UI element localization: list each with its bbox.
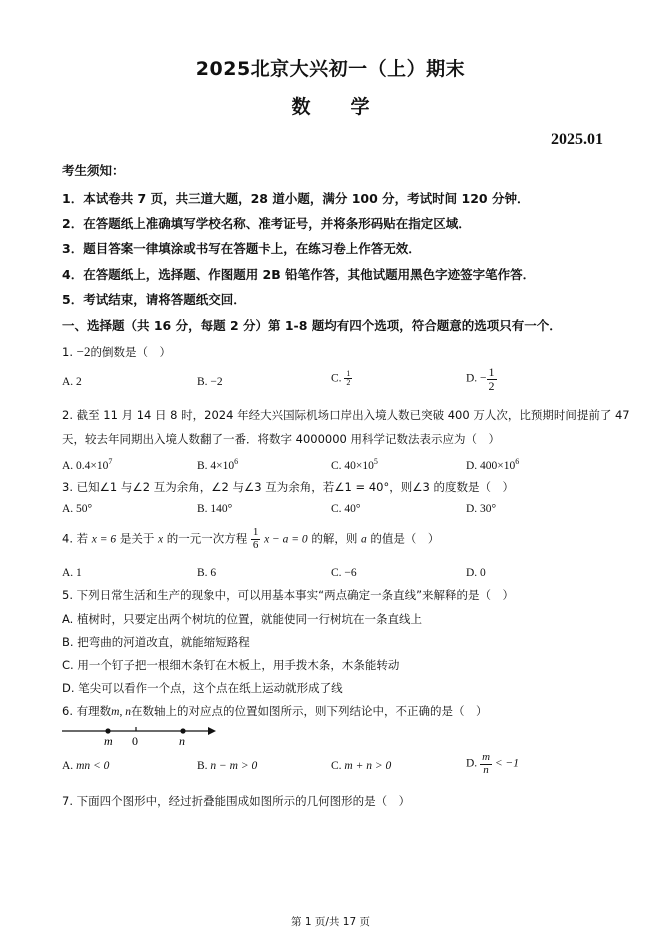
option-d: D. − $\frac{1}{2}$ [466,365,495,393]
page-footer: 第 1 页/共 17 页 [291,916,370,928]
question-text: 的倒数是（ ） [90,345,171,359]
option-c: C. $\frac{1}{2}$ [331,369,351,388]
option-c: C. $40\times 10^5$ [331,457,378,472]
axis-label-zero: 0 [132,734,138,748]
question-number: 1. [62,345,73,359]
question-4: 4. 若 x = 6 是关于 x 的一元一次方程 $\frac{1}{6}$ x − a = 0 的解，则 a 的值是（ ） [62,526,440,551]
arrow-right-icon [208,727,216,735]
option-c: C. −6 [331,567,357,579]
option-d: D. 笔尖可以看作一个点，这个点在纸上运动就形成了线 [62,681,343,695]
option-d: D. 30° [466,503,497,515]
question-1 [62,344,171,360]
exam-date: 2025.01 [551,131,603,148]
point-n [180,728,185,733]
option-d: D. 0 [466,567,486,579]
question-7: 7. 下面四个图形中，经过折叠能围成如图所示的几何图形的是（ ） [62,794,411,808]
option-d: D. $\frac{m}{n}$ < −1 [466,751,520,776]
notice-item: 3．题目答案一律填涂或书写在答题卡上，在练习卷上作答无效． [62,241,421,256]
notice-item: 1．本试卷共 7 页，共三道大题，28 道小题，满分 100 分，考试时间 120 分钟． [62,191,530,206]
option-a: A. 50° [62,503,93,515]
number-line [60,722,220,748]
notice-item: 2．在答题纸上准确填写学校名称、准考证号，并将条形码贴在指定区域． [62,216,471,231]
option-c: C. 40° [331,503,361,515]
notice-item: 5．考试结束，请将答题纸交回． [62,292,246,307]
option-b: B. −2 [197,376,223,388]
question-6: 6. 有理数m, n在数轴上的对应点的位置如图所示，则下列结论中，不正确的是（ ） [62,704,488,718]
math-expression: −2 [76,344,91,359]
option-d: D. $400\times 10^6$ [466,457,520,472]
option-a: A. 1 [62,567,82,579]
axis-label-n: n [179,734,185,748]
notice-heading: 考生须知： [62,163,125,178]
option-b: B. n − m > 0 [197,760,258,772]
option-b: B. 140° [197,503,233,515]
option-b: B. $4\times 10^6$ [197,457,239,472]
question-5: 5. 下列日常生活和生产的现象中，可以用基本事实“两点确定一条直线”来解释的是（ ） [62,588,515,602]
option-a: A. 植树时，只要定出两个树坑的位置，就能使同一行树坑在一条直线上 [62,612,422,626]
option-c: C. 用一个钉子把一根细木条钉在木板上，用手拨木条，木条能转动 [62,658,400,672]
notice-item: 4．在答题纸上，选择题、作图题用 2B 铅笔作答，其他试题用黑色字迹签字笔作答． [62,267,536,282]
option-a: A. 2 [62,376,82,388]
axis-label-m: m [104,734,113,748]
point-m [105,728,110,733]
question-2-line1: 2. 截至 11 月 14 日 8 时，2024 年经大兴国际机场口岸出入境人数已突破 400 万人次，比预期时间提前了 47 [62,408,630,422]
option-b: B. 把弯曲的河道改直，就能缩短路程 [62,635,250,649]
question-3: 3. 已知∠1 与∠2 互为余角，∠2 与∠3 互为余角，若∠1 = 40°，则∠3 的度数是（ ） [62,480,514,494]
option-a: A. $0.4\times 10^7$ [62,457,113,472]
option-c: C. m + n > 0 [331,760,392,772]
exam-subject: 数学 [291,96,410,118]
option-b: B. 6 [197,567,217,579]
option-a: A. mn < 0 [62,760,110,772]
exam-title: 2025北京大兴初一（上）期末 [195,58,466,80]
section-title: 一、选择题（共 16 分，每题 2 分）第 1-8 题均有四个选项，符合题意的选项只有一个． [62,318,562,333]
question-2-line2: 天，较去年同期出入境人数翻了一番．将数字 4000000 用科学记数法表示应为（ ） [62,432,501,446]
